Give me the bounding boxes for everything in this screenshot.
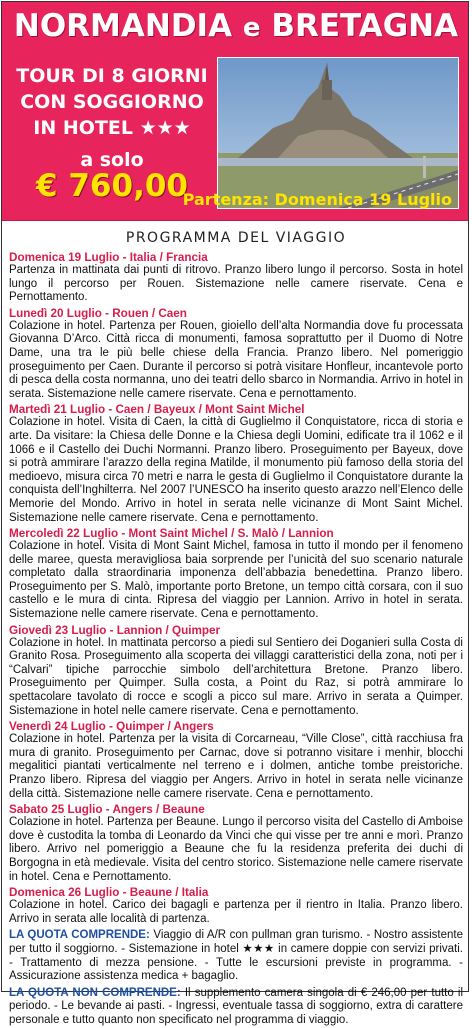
day-text: Colazione in hotel. Partenza per Beaune. Lungo il percorso visita del Castello di Amboise dove è custodita la tomba di Leonardo da Vinci che qui visse per tre anni e morì. Pranzo libero. Arrivo nel pomeriggio a Beaune che fu la residenza preferita dei duchi di Borgogna in età medievale. Visita del centro storico. Sistemazione nelle camere riservate in hotel. Cena e Pernottamento. bbox=[9, 816, 463, 883]
day-2 bbox=[9, 307, 463, 402]
day-3 bbox=[9, 403, 463, 525]
day-heading: Giovedì 23 Luglio - Lannion / Quimper bbox=[9, 623, 221, 637]
day-text: Colazione in hotel. Partenza per la visita di Corcarneau, “Ville Close”, città racchiusa fra mura di granito. Proseguimento per Carnac, dove si potranno visitare i menhir, blocchi megalitici piantati verticalmente nel terreno e i dolmen, antiche tombe preistoriche. Pranzo libero. Ripresa del viaggio per Angers. Arrivo in hotel in serata nelle vicinanze della città. Sistemazione nelle camere riservate. Cena e pernottamento. bbox=[9, 733, 463, 800]
flyer bbox=[1, 1, 469, 1026]
day-7 bbox=[9, 803, 463, 884]
headline bbox=[8, 8, 464, 46]
quota-excludes bbox=[9, 987, 463, 1028]
day-5 bbox=[9, 624, 463, 719]
day-heading: Domenica 26 Luglio - Beaune / Italia bbox=[9, 886, 209, 900]
headline-part-2: BRETAGNA bbox=[271, 8, 459, 44]
quota-excludes-text: Il supplemento camera singola di € 246,00 per tutto il periodo. - Le bevande ai pasti. - Ingressi, eventuale tassa di soggiorno, extra di carattere personale e tutto quanto non specificato nel programma di viaggio. bbox=[9, 986, 464, 1026]
day-heading: Domenica 19 Luglio - Italia / Francia bbox=[9, 251, 208, 264]
day-1 bbox=[9, 251, 463, 305]
quota-includes bbox=[9, 929, 463, 983]
day-4 bbox=[9, 527, 463, 622]
tour-line-3: IN HOTEL ★★★ bbox=[33, 117, 191, 139]
headline-conjunction: e bbox=[242, 13, 261, 43]
day-heading: Mercoledì 22 Luglio - Mont Saint Michel / S. Malò / Lannion bbox=[9, 527, 334, 541]
program-title: PROGRAMMA DEL VIAGGIO bbox=[125, 230, 347, 246]
day-text: Colazione in hotel. Partenza per Rouen, gioiello dell’alta Normandia dove fu processata Giovanna D’Arco. Città ricca di monumenti, famosa soprattutto per il Duomo di Notre Dame, una tra le più belle chiese della Francia. Pranzo libero. Nel pomeriggio proseguimento per Caen. Durante il percorso si potrà visitare Honfleur, incantevole porto di pesca della costa normanna, uno dei teatri dello sbarco in Normandia. Arrivo in hotel in serata. Sistemazione nelle camere riservate. Cena e pernottamento. bbox=[9, 319, 463, 400]
flyer-header bbox=[2, 2, 468, 221]
day-heading: Lunedì 20 Luglio - Rouen / Caen bbox=[9, 306, 187, 320]
day-text: Colazione in hotel. Visita di Caen, la città di Guglielmo il Conquistatore, ricca di storia e arte. Da visitare: la Chiesa delle Donne e la Chiesa degli Uomini, edificate tra il 1062 e il 1066 e il Castello dei Duchi Normanni. Pranzo libero. Proseguimento per Bayeux, dove si potrà ammirare l’arazzo della regina Matilde, il monumento più famoso della storia del medioevo, misura circa 70 metri e narra le gesta di Guglielmo il Conquistatore durante la conquista dell’Inghilterra. Nel 2007 l’UNESCO ha inserito questo arazzo nell’Elenco delle Memorie del Mondo. Arrivo in hotel in serata nelle vicinanze di Mont Saint Michel. Sistemazione nelle camere riservate. Cena e pernottamento. bbox=[9, 416, 463, 524]
quota-includes-label: LA QUOTA COMPRENDE: bbox=[9, 929, 150, 942]
tour-line-2: CON SOGGIORNO bbox=[20, 91, 204, 113]
program-section bbox=[9, 222, 463, 1028]
day-text: Colazione in hotel. Visita di Mont Saint Michel, famosa in tutto il mondo per il fenomeno delle maree, questa meravigliosa baia sorprende per l’unicità del suo scenario naturale completato dalla straordinaria imponenza dell’abbazia benedettina. Pranzo libero. Proseguimento per S. Malò, importante porto Bretone, un tempo città corsara, con il suo castello e le mura di cinta. Ripresa del viaggio per Lannion. Arrivo in hotel in serata. Sistemazione nelle camere riservate. Cena e pernottamento. bbox=[9, 540, 463, 621]
departure-date: Partenza: Domenica 19 Luglio bbox=[182, 190, 452, 209]
mont-saint-michel-photo bbox=[217, 57, 459, 209]
day-8 bbox=[9, 886, 463, 926]
quota-includes-text: Viaggio di A/R con pullman gran turismo. - Nostro assistente per tutto il soggiorno. - Sistemazione in hotel ★★★ in camere doppie con servizi privati. - Trattamento di mezza pensione. - Tutte le escursioni previste in programma. - Assicurazione assistenza medica + bagaglio. bbox=[9, 929, 464, 983]
day-heading: Sabato 25 Luglio - Angers / Beaune bbox=[9, 803, 205, 817]
day-text: Partenza in mattinata dai punti di ritrovo. Pranzo libero lungo il percorso. Sosta in hotel lungo il percorso per Rouen. Sistemazione nelle camere riservate. Cena e Pernottamento. bbox=[9, 264, 463, 304]
headline-part-1: NORMANDIA bbox=[13, 8, 233, 44]
tour-line-1: TOUR DI 8 GIORNI bbox=[16, 65, 208, 87]
photo-illustration bbox=[218, 58, 458, 208]
day-6 bbox=[9, 720, 463, 801]
price-prefix: a solo bbox=[80, 149, 144, 171]
day-text: Colazione in hotel. Carico dei bagagli e partenza per il rientro in Italia. Pranzo libero. Arrivo in serata alle località di partenza. bbox=[9, 899, 463, 925]
quota-excludes-label: LA QUOTA NON COMPRENDE: bbox=[9, 986, 181, 999]
price: € 760,00 bbox=[36, 168, 188, 204]
day-text: Colazione in hotel. In mattinata percorso a piedi sul Sentiero dei Doganieri sulla Costa di Granito Rosa. Proseguimento alla scoperta dei villaggi caratteristici della zona, noti per i “Calvari” tipiche parrocchie simbolo dell’architettura Bretone. Pranzo libero. Proseguimento per Quimper. Sulla costa, a Point du Raz, si potrà ammirare lo spettacolare tavolato di rocce e scogli a picco sul mare. Arrivo in serata a Quimper. Sistemazione in hotel nelle camere riservate. Cena e pernottamento. bbox=[9, 636, 463, 717]
day-heading: Venerdì 24 Luglio - Quimper / Angers bbox=[9, 720, 214, 734]
day-heading: Martedì 21 Luglio - Caen / Bayeux / Mont Saint Michel bbox=[9, 403, 305, 417]
